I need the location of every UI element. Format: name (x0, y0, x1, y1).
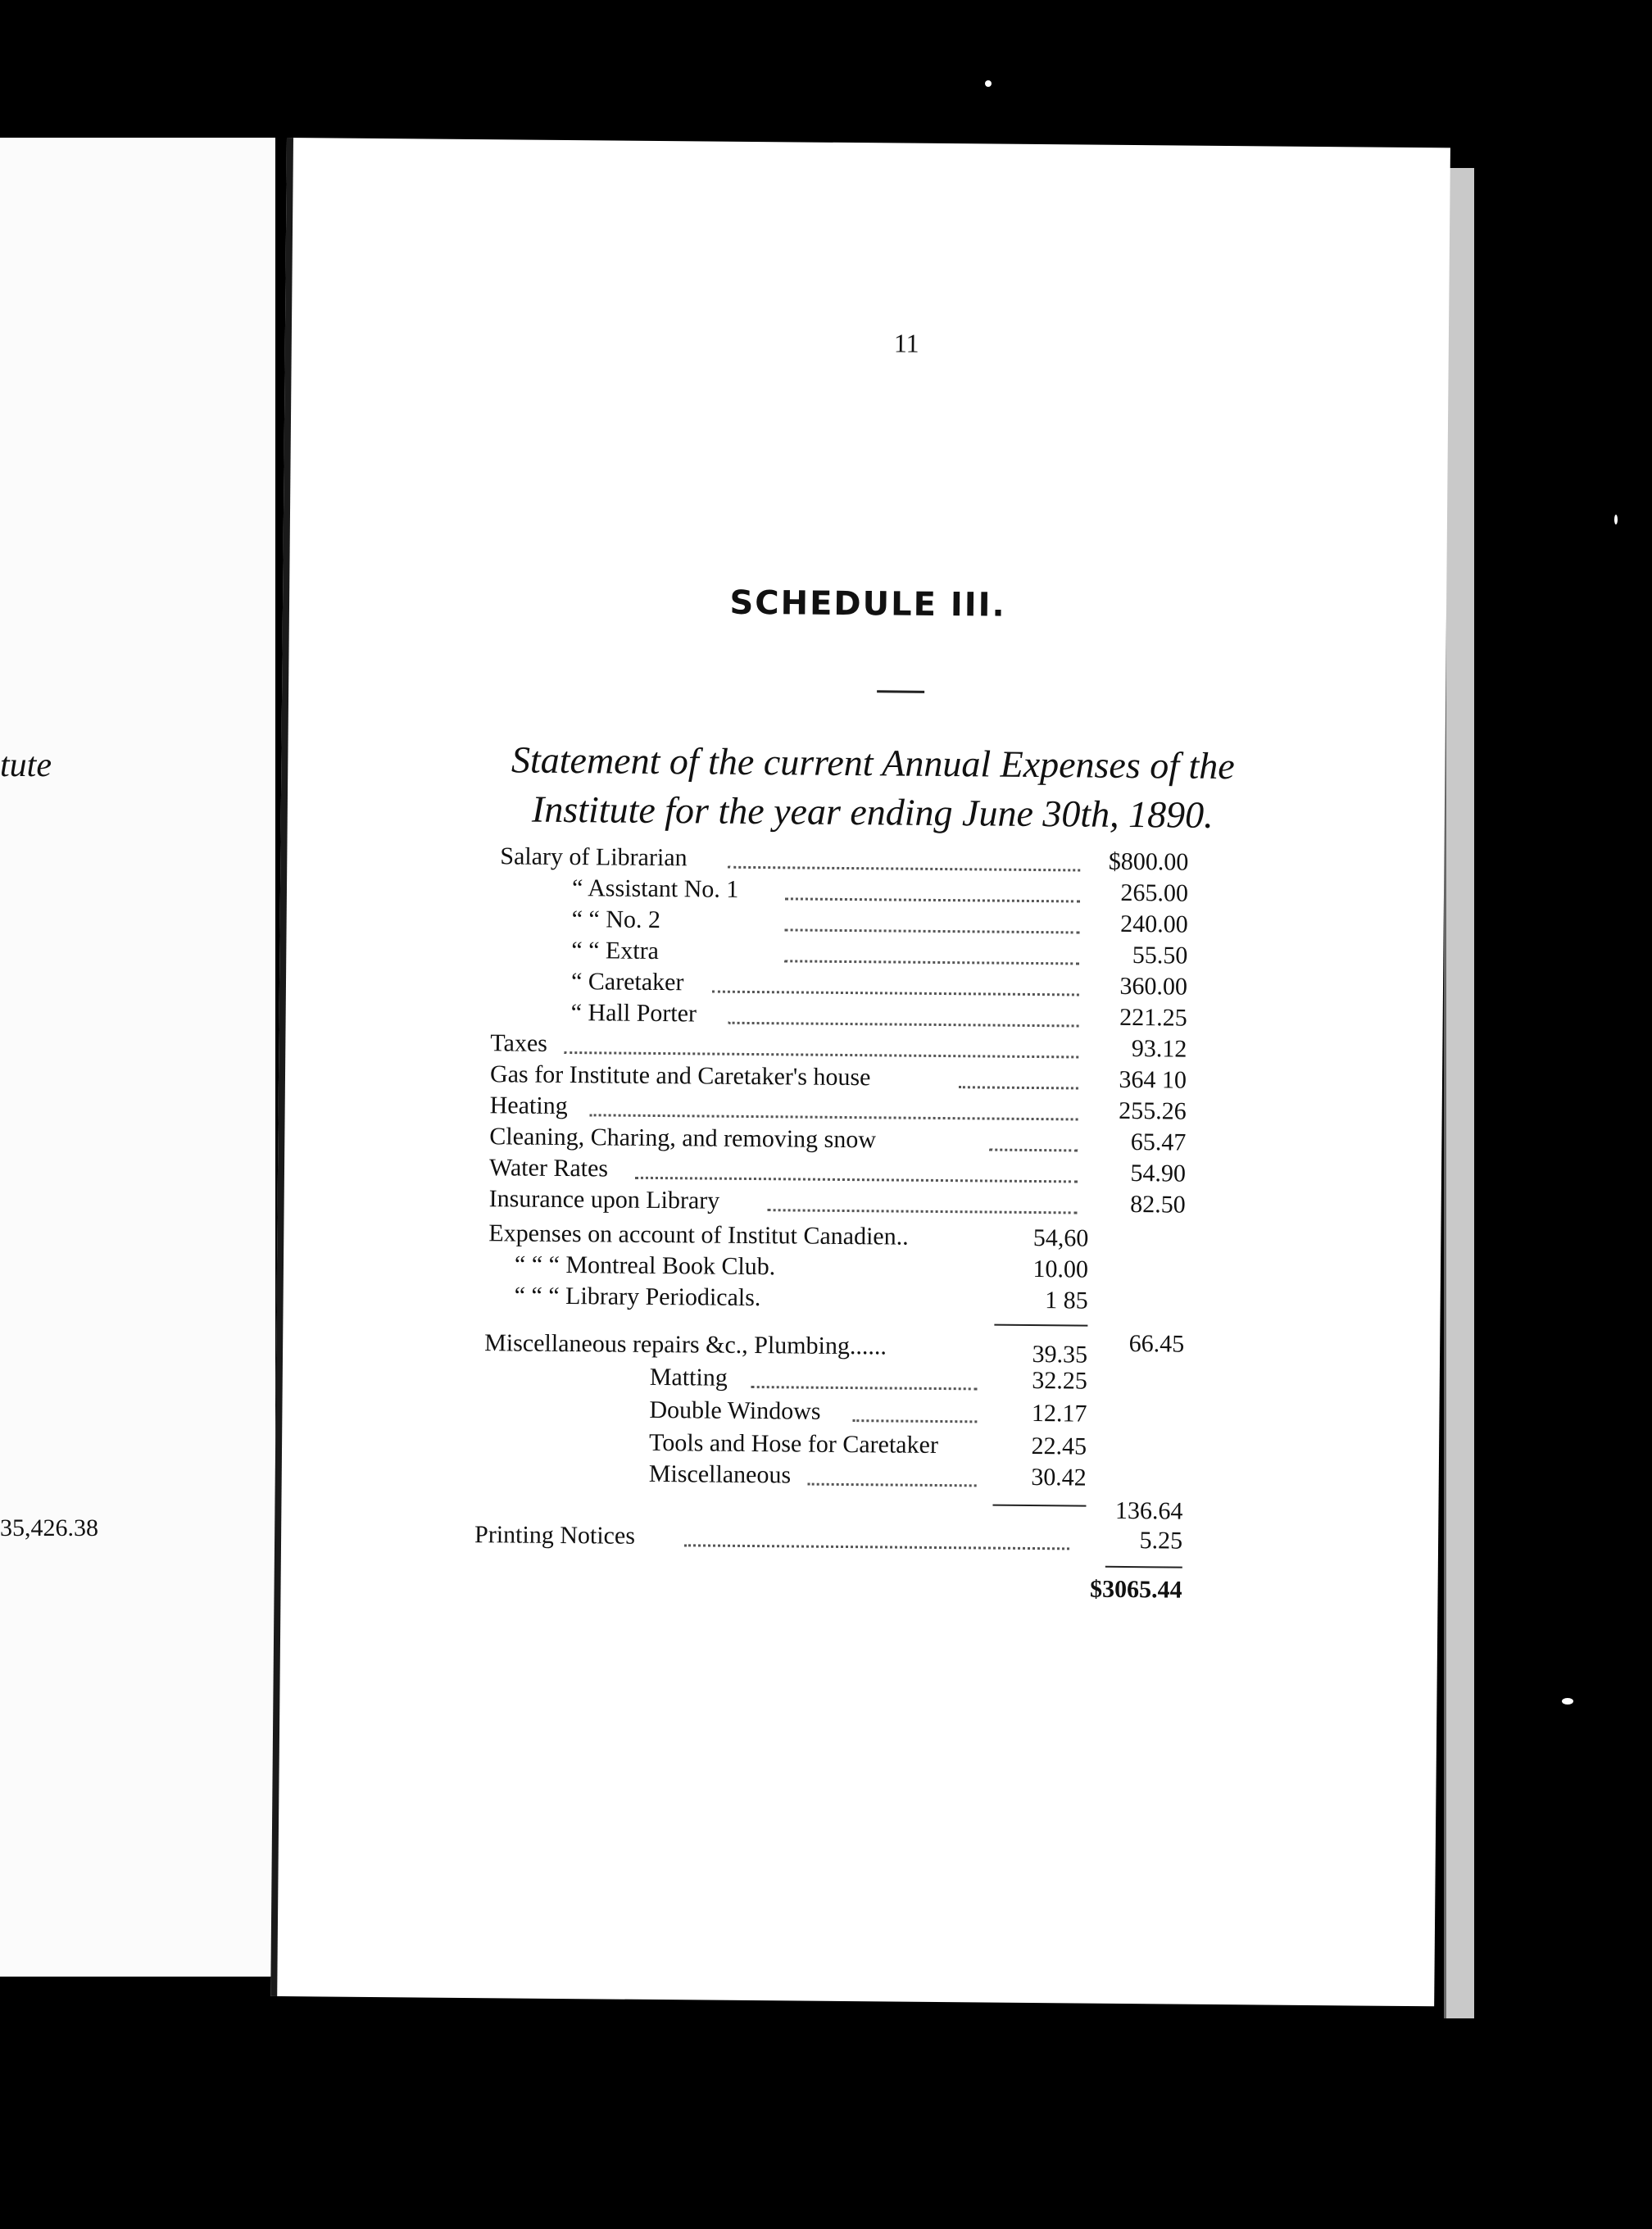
expense-label: Gas for Institute and Caretaker's house (489, 1060, 871, 1092)
dust-speck (1562, 1698, 1573, 1705)
leader-dots (728, 866, 1080, 872)
institut-expense-label: “ “ “ Montreal Book Club. (514, 1251, 776, 1281)
expense-label: “ Assistant No. 1 (571, 874, 739, 903)
institut-expense-label: “ “ “ Library Periodicals. (514, 1282, 761, 1312)
leader-dots (768, 1209, 1078, 1214)
title-rule (877, 690, 924, 693)
expense-amount: $800.00 (1108, 847, 1189, 876)
leader-dots (590, 1114, 1078, 1120)
misc-expense-amount: 39.35 (1032, 1340, 1088, 1369)
expense-amount: 265.00 (1120, 878, 1189, 907)
page-title: SCHEDULE III. (729, 583, 1006, 624)
previous-page (0, 138, 275, 1977)
expense-amount: 93.12 (1131, 1035, 1187, 1063)
expense-label: Insurance upon Library (488, 1185, 720, 1214)
expense-amount: 54.90 (1130, 1160, 1187, 1187)
misc-expense-label: Miscellaneous repairs &c., Plumbing...... (484, 1329, 887, 1360)
printing-amount: 5.25 (1139, 1527, 1183, 1555)
institut-subtotal: 66.45 (1128, 1330, 1185, 1358)
statement-subtitle-line-2: Institute for the year ending June 30th, 1890. (531, 788, 1214, 836)
expense-label: “ Hall Porter (570, 999, 697, 1028)
misc-subtotal: 136.64 (1114, 1496, 1183, 1525)
printing-label: Printing Notices (474, 1521, 636, 1550)
leader-dots (712, 991, 1079, 996)
expense-amount: 65.47 (1130, 1128, 1187, 1156)
misc-expense-amount: 22.45 (1031, 1432, 1087, 1460)
expense-amount: 255.26 (1119, 1096, 1187, 1125)
page-number: 11 (893, 328, 919, 358)
misc-expense-label: Miscellaneous (648, 1460, 792, 1489)
misc-expense-label: Double Windows (649, 1396, 821, 1425)
institut-expense-amount: 10.00 (1032, 1255, 1089, 1283)
leader-dots (785, 928, 1080, 933)
expense-label: Taxes (490, 1029, 548, 1057)
leader-dots (808, 1483, 977, 1487)
misc-expense-amount: 12.17 (1031, 1399, 1087, 1428)
expense-label: “ “ No. 2 (571, 906, 661, 934)
leader-dots (852, 1419, 977, 1423)
institut-expense-amount: 1 85 (1045, 1287, 1088, 1314)
leader-dots (989, 1149, 1078, 1152)
leader-dots (784, 960, 1079, 965)
previous-page-total: 35,426.38 (0, 1514, 98, 1541)
leader-dots (635, 1177, 1078, 1183)
misc-expense-amount: 32.25 (1032, 1366, 1087, 1395)
expense-label: Cleaning, Charing, and removing snow (489, 1123, 877, 1154)
grand-total-rule (1105, 1566, 1182, 1568)
leader-dots (959, 1086, 1078, 1089)
expense-amount: 82.50 (1130, 1191, 1186, 1219)
dust-speck (985, 80, 992, 87)
expense-amount: 240.00 (1120, 910, 1188, 938)
previous-page-text-fragment: tute (0, 747, 52, 784)
expense-amount: 55.50 (1132, 942, 1188, 969)
misc-expense-label: Matting (649, 1363, 728, 1391)
leader-dots (785, 897, 1080, 902)
grand-total: $3065.44 (1089, 1575, 1182, 1604)
book-spine (1444, 168, 1474, 2018)
document-page (270, 138, 1450, 2006)
expense-label: “ “ Extra (571, 937, 660, 965)
statement-subtitle-line-1: Statement of the current Annual Expenses of the (511, 738, 1235, 788)
expense-label: “ Caretaker (570, 968, 684, 996)
grand-total-row (280, 1568, 1437, 1611)
expense-label: Heating (489, 1092, 568, 1120)
leader-dots (728, 1022, 1079, 1028)
expense-amount: 221.25 (1119, 1003, 1187, 1032)
misc-expense-label: Tools and Hose for Caretaker (648, 1428, 939, 1459)
subtotal-rule (994, 1324, 1087, 1327)
institut-expense-amount: 54,60 (1032, 1224, 1089, 1252)
expense-amount: 364 10 (1119, 1065, 1187, 1094)
leader-dots (751, 1386, 978, 1390)
dust-speck (1614, 515, 1618, 524)
expense-label: Salary of Librarian (500, 842, 688, 872)
expense-label: Water Rates (488, 1154, 609, 1183)
leader-dots (684, 1544, 1069, 1550)
misc-expense-amount: 30.42 (1031, 1463, 1087, 1491)
institut-expense-label: Expenses on account of Institut Canadien.. (488, 1219, 909, 1251)
leader-dots (564, 1051, 1078, 1058)
expense-amount: 360.00 (1119, 972, 1188, 1001)
